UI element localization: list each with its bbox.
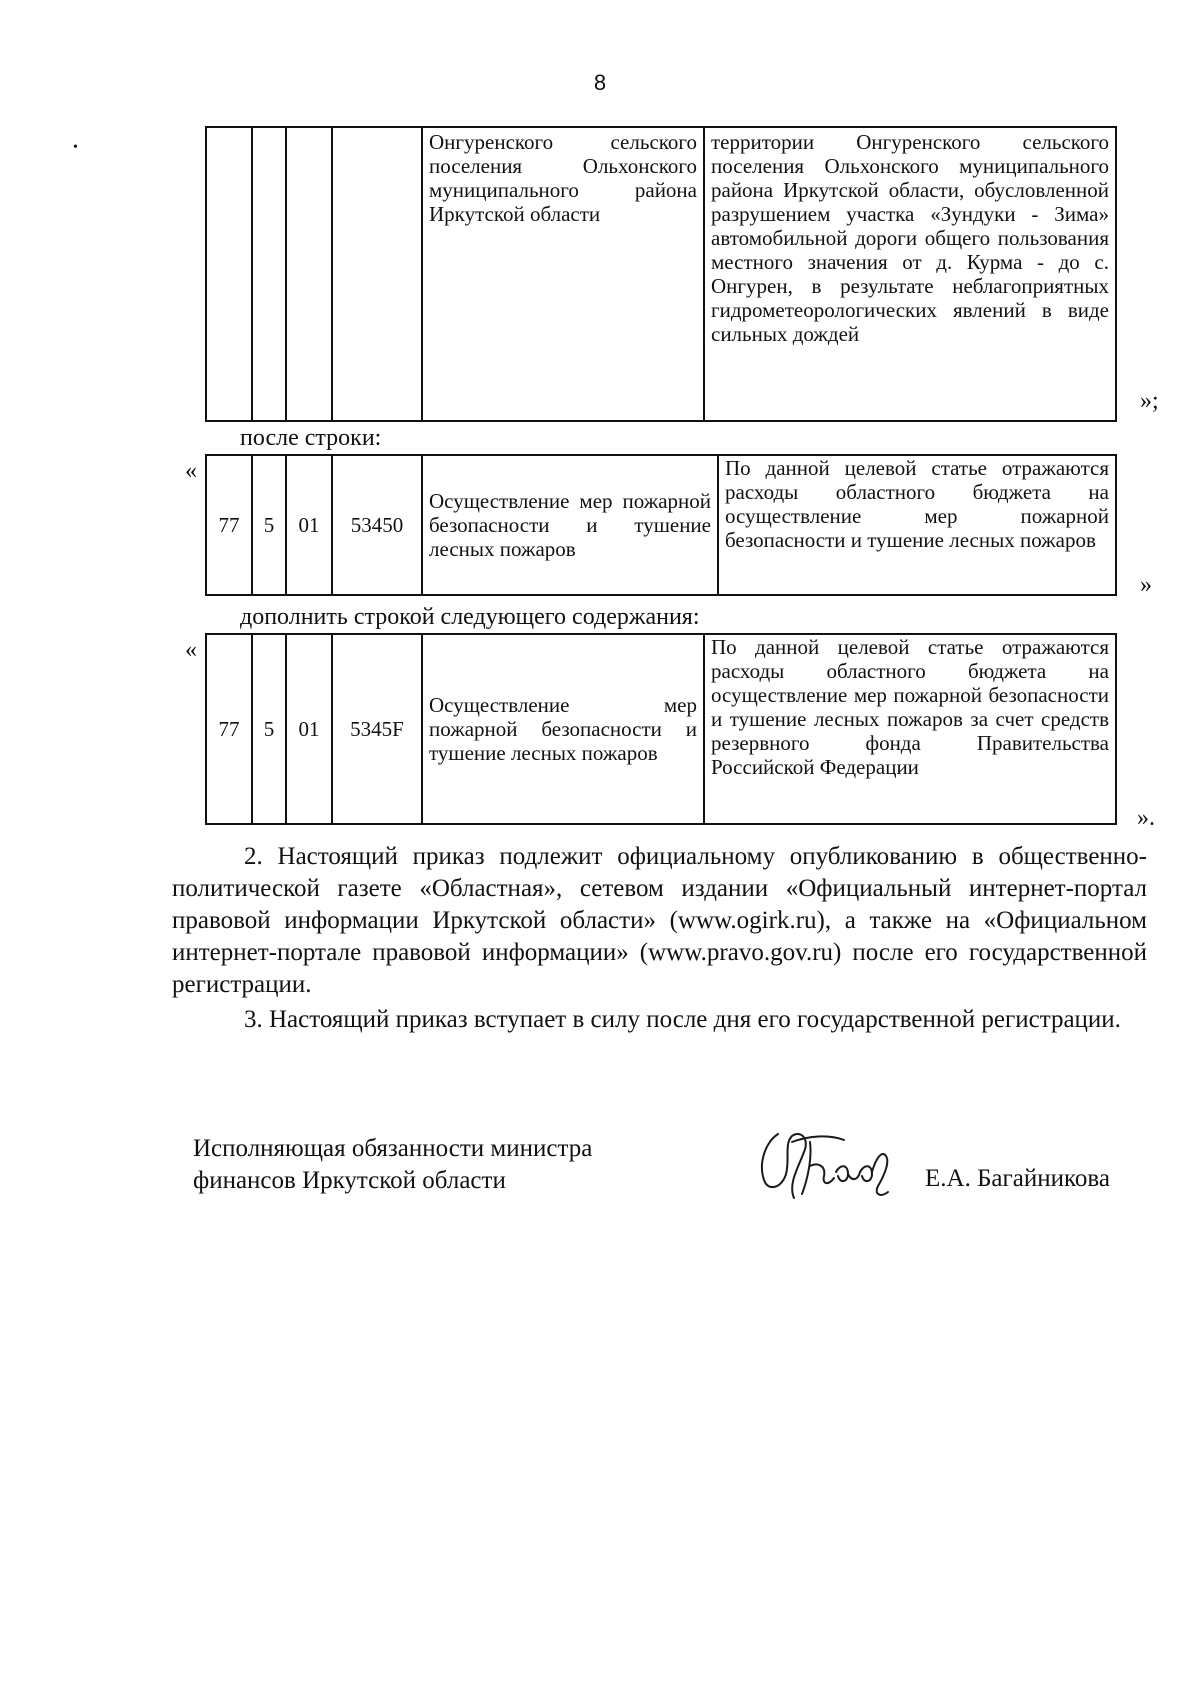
add-row-label: дополнить строкой следующего содержания: — [240, 604, 700, 630]
handwritten-signature — [748, 1122, 908, 1212]
table-cell-code: 5345F — [332, 634, 422, 824]
table-row — [206, 634, 1116, 824]
closing-quote: »; — [1140, 388, 1159, 414]
table-cell-name: Осуществление мер пожарной безопасности и тушение лесных пожаров — [422, 634, 704, 824]
table-cell-direction — [332, 127, 422, 421]
stray-mark: • — [73, 140, 78, 155]
budget-table-new-row — [205, 633, 1117, 825]
signatory-title-line: финансов Иркутской области — [193, 1167, 506, 1194]
signatory-name: Е.А. Багайникова — [925, 1165, 1110, 1192]
table-cell-description: территории Онгуренского сельского поселения Ольхонского муниципального района Иркутской области, обусловленной разрушением участка «Зундуки - Зима» автомобильной дороги общего пользования местного значения от д. Курма - до с. Онгурен, в результате неблагоприятных гидрометеорологических явлений в виде сильных дождей — [704, 127, 1116, 421]
table-cell-program: 77 — [206, 634, 252, 824]
table-cell-name: Осуществление мер пожарной безопасности и тушение лесных пожаров — [422, 455, 718, 595]
budget-table-continuation — [205, 126, 1117, 422]
table-cell-event: 01 — [286, 455, 332, 595]
table-cell-program: 77 — [206, 455, 252, 595]
table-cell-code: 53450 — [332, 455, 422, 595]
opening-quote: « — [185, 637, 197, 663]
table-cell-program — [206, 127, 252, 421]
table-cell-subprogram — [252, 127, 286, 421]
page-number: 8 — [593, 70, 607, 95]
table-cell-subprogram: 5 — [252, 455, 286, 595]
signatory-title-line: Исполняющая обязанности министра — [193, 1135, 593, 1162]
signatory-title — [193, 1133, 592, 1197]
table-cell-event: 01 — [286, 634, 332, 824]
opening-quote: « — [185, 458, 197, 484]
table-row — [206, 455, 1116, 595]
table-row — [206, 127, 1116, 421]
closing-quote: » — [1140, 572, 1152, 598]
table-cell-event — [286, 127, 332, 421]
table-cell-description: По данной целевой статье отражаются расходы областного бюджета на осуществление мер пожарной безопасности и тушение лесных пожаров за счет средств резервного фонда Правительства Российской Федерации — [704, 634, 1116, 824]
closing-quote: ». — [1137, 805, 1155, 831]
table-cell-subprogram: 5 — [252, 634, 286, 824]
after-row-label: после строки: — [240, 425, 382, 451]
paragraph-entry-into-force: 3. Настоящий приказ вступает в силу после дня его государственной регистрации. — [244, 1006, 1121, 1033]
table-cell-description: По данной целевой статье отражаются расходы областного бюджета на осуществление мер пожарной безопасности и тушение лесных пожаров — [718, 455, 1116, 595]
budget-table-existing-row — [205, 454, 1117, 596]
paragraph-publication: 2. Настоящий приказ подлежит официальному опубликованию в общественно-политической газете «Областная», сетевом издании «Официальный интернет-портал правовой информации Иркутской области» (www.ogirk.ru), а также на «Официальном интернет-портале правовой информации» (www.pravo.gov.ru) после его государственной регистрации. — [172, 843, 1147, 998]
table-cell-name: Онгуренского сельского поселения Ольхонского муниципального района Иркутской области — [422, 127, 704, 421]
